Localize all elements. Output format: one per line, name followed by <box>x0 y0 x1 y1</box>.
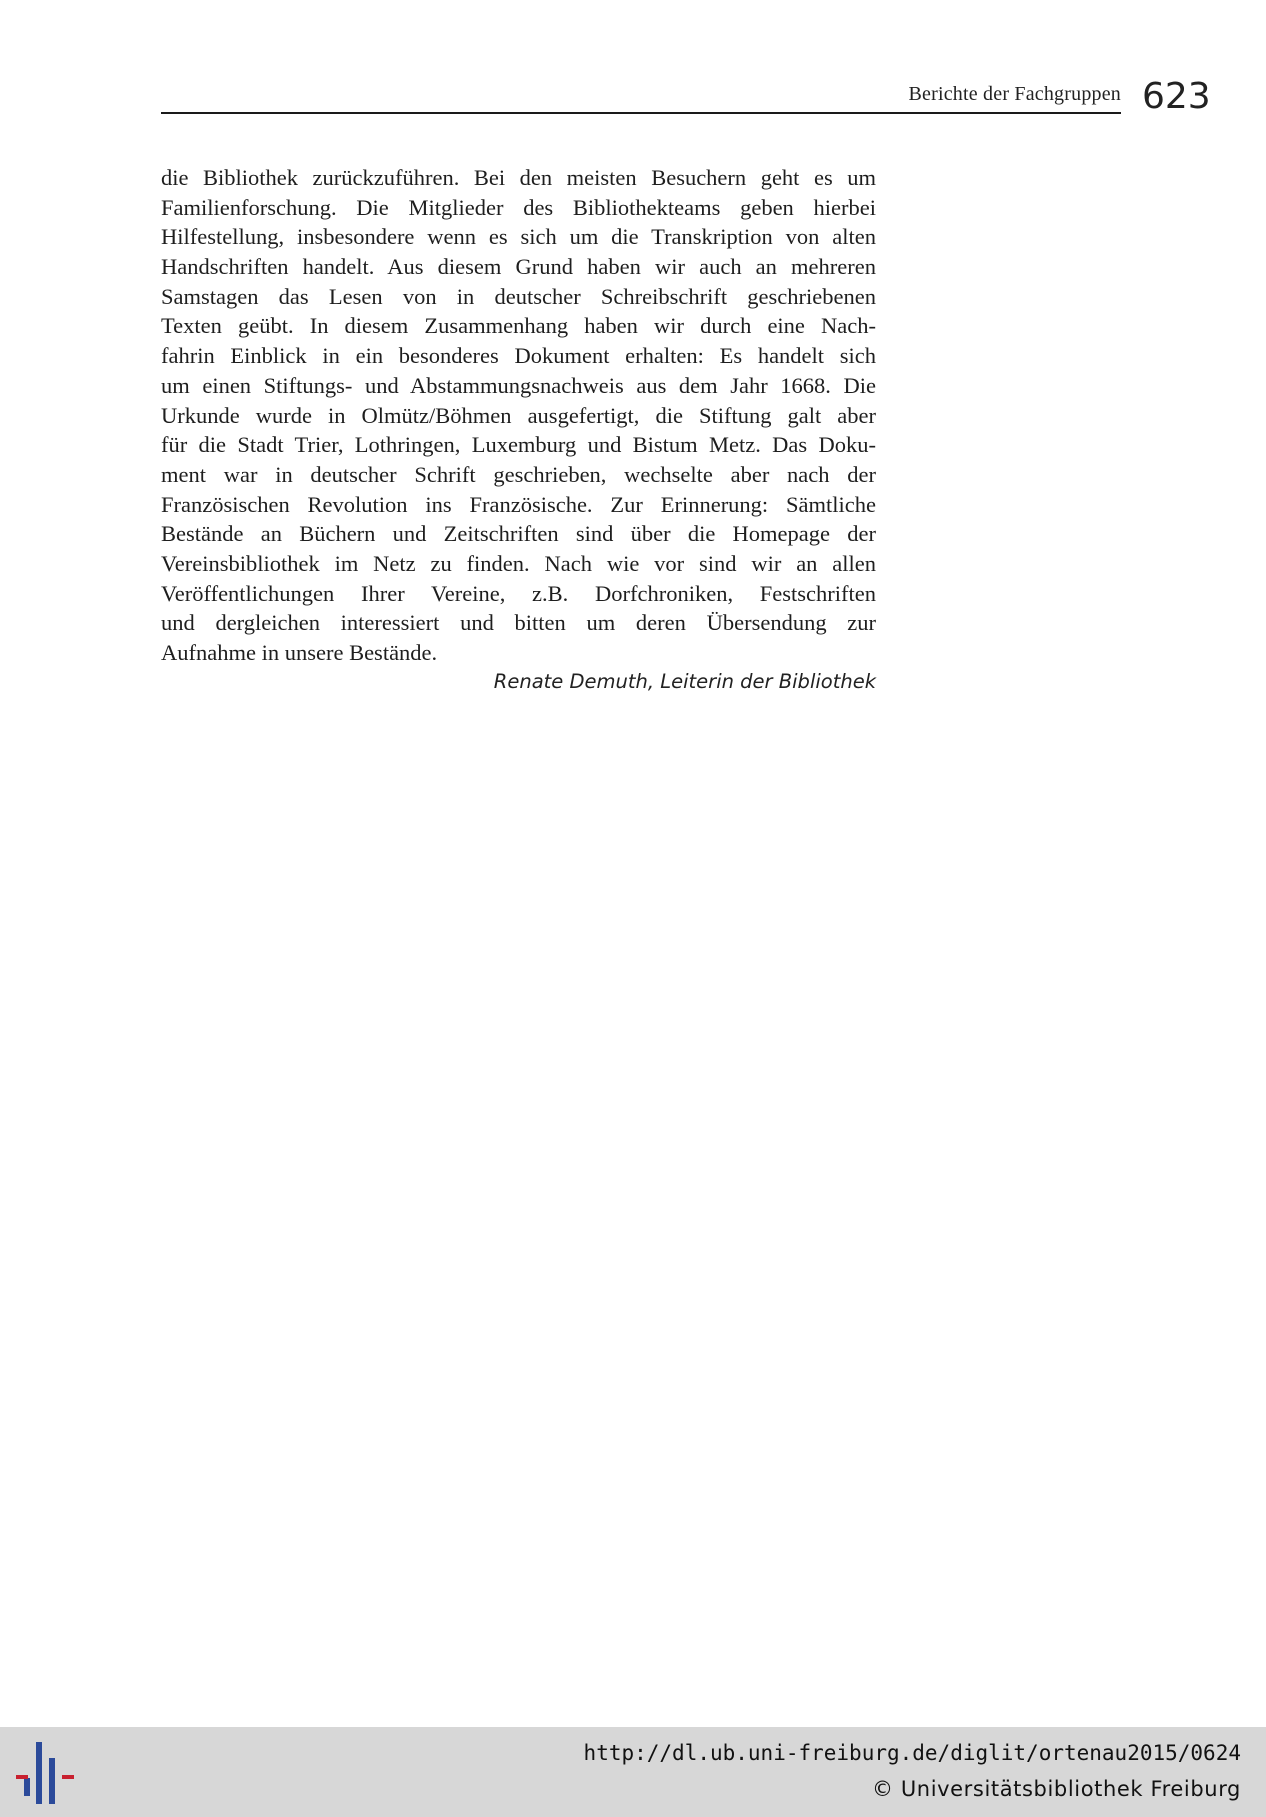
logo-bar <box>49 1758 55 1804</box>
text-line: die Bibliothek zurückzuführen. Bei den meisten Besuchern geht es um <box>161 165 876 190</box>
text-line: Handschriften handelt. Aus diesem Grund haben wir auch an mehreren <box>161 254 876 280</box>
text-line: Veröffentlichungen Ihrer Vereine, z.B. Dorfchroniken, Festschriften <box>161 580 876 606</box>
text-line: ment war in deutscher Schrift geschrieben, wechselte aber nach der <box>161 461 876 487</box>
logo-bar <box>24 1778 30 1796</box>
text-line: Familienforschung. Die Mitglieder des Bibliothekteams geben hierbei <box>161 194 876 220</box>
text-line: Hilfestellung, insbesondere wenn es sich um die Transkription von alten <box>161 224 876 250</box>
text-line: fahrin Einblick in ein besonderes Dokument erhalten: Es handelt sich <box>161 343 876 369</box>
text-line: für die Stadt Trier, Lothringen, Luxemburg und Bistum Metz. Das Doku- <box>161 432 876 458</box>
running-title: Berichte der Fachgruppen <box>908 83 1121 105</box>
logo-bar <box>16 1775 28 1779</box>
text-line: Samstagen das Lesen von in deutscher Schreibschrift geschriebenen <box>161 283 876 309</box>
author-signature: Renate Demuth, Leiterin der Bibliothek <box>493 670 876 693</box>
footer-copyright: © Universitätsbibliothek Freiburg <box>871 1777 1241 1801</box>
footer-bar <box>0 1727 1266 1817</box>
text-line: Vereinsbibliothek im Netz zu finden. Nach wie vor sind wir an allen <box>161 550 876 576</box>
text-line: Urkunde wurde in Olmütz/Böhmen ausgefertigt, die Stiftung galt aber <box>161 402 876 428</box>
logo-bar <box>36 1742 42 1804</box>
footer-url-link[interactable]: http://dl.ub.uni-freiburg.de/diglit/ortenau2015/0624 <box>583 1741 1241 1765</box>
logo-bar <box>62 1775 74 1779</box>
running-header <box>161 72 1121 114</box>
text-line: Aufnahme in unsere Bestände. <box>161 640 438 665</box>
text-line: Texten geübt. In diesem Zusammenhang haben wir durch eine Nach- <box>161 313 876 339</box>
page-number: 623 <box>1142 76 1211 117</box>
text-line: Bestände an Büchern und Zeitschriften sind über die Homepage der <box>161 521 876 547</box>
library-logo-icon <box>16 1738 80 1808</box>
body-paragraph <box>161 163 876 668</box>
text-line: um einen Stiftungs- und Abstammungsnachweis aus dem Jahr 1668. Die <box>161 372 876 398</box>
text-line: Französischen Revolution ins Französische. Zur Erinnerung: Sämtliche <box>161 491 876 517</box>
text-line: und dergleichen interessiert und bitten um deren Übersendung zur <box>161 610 876 636</box>
